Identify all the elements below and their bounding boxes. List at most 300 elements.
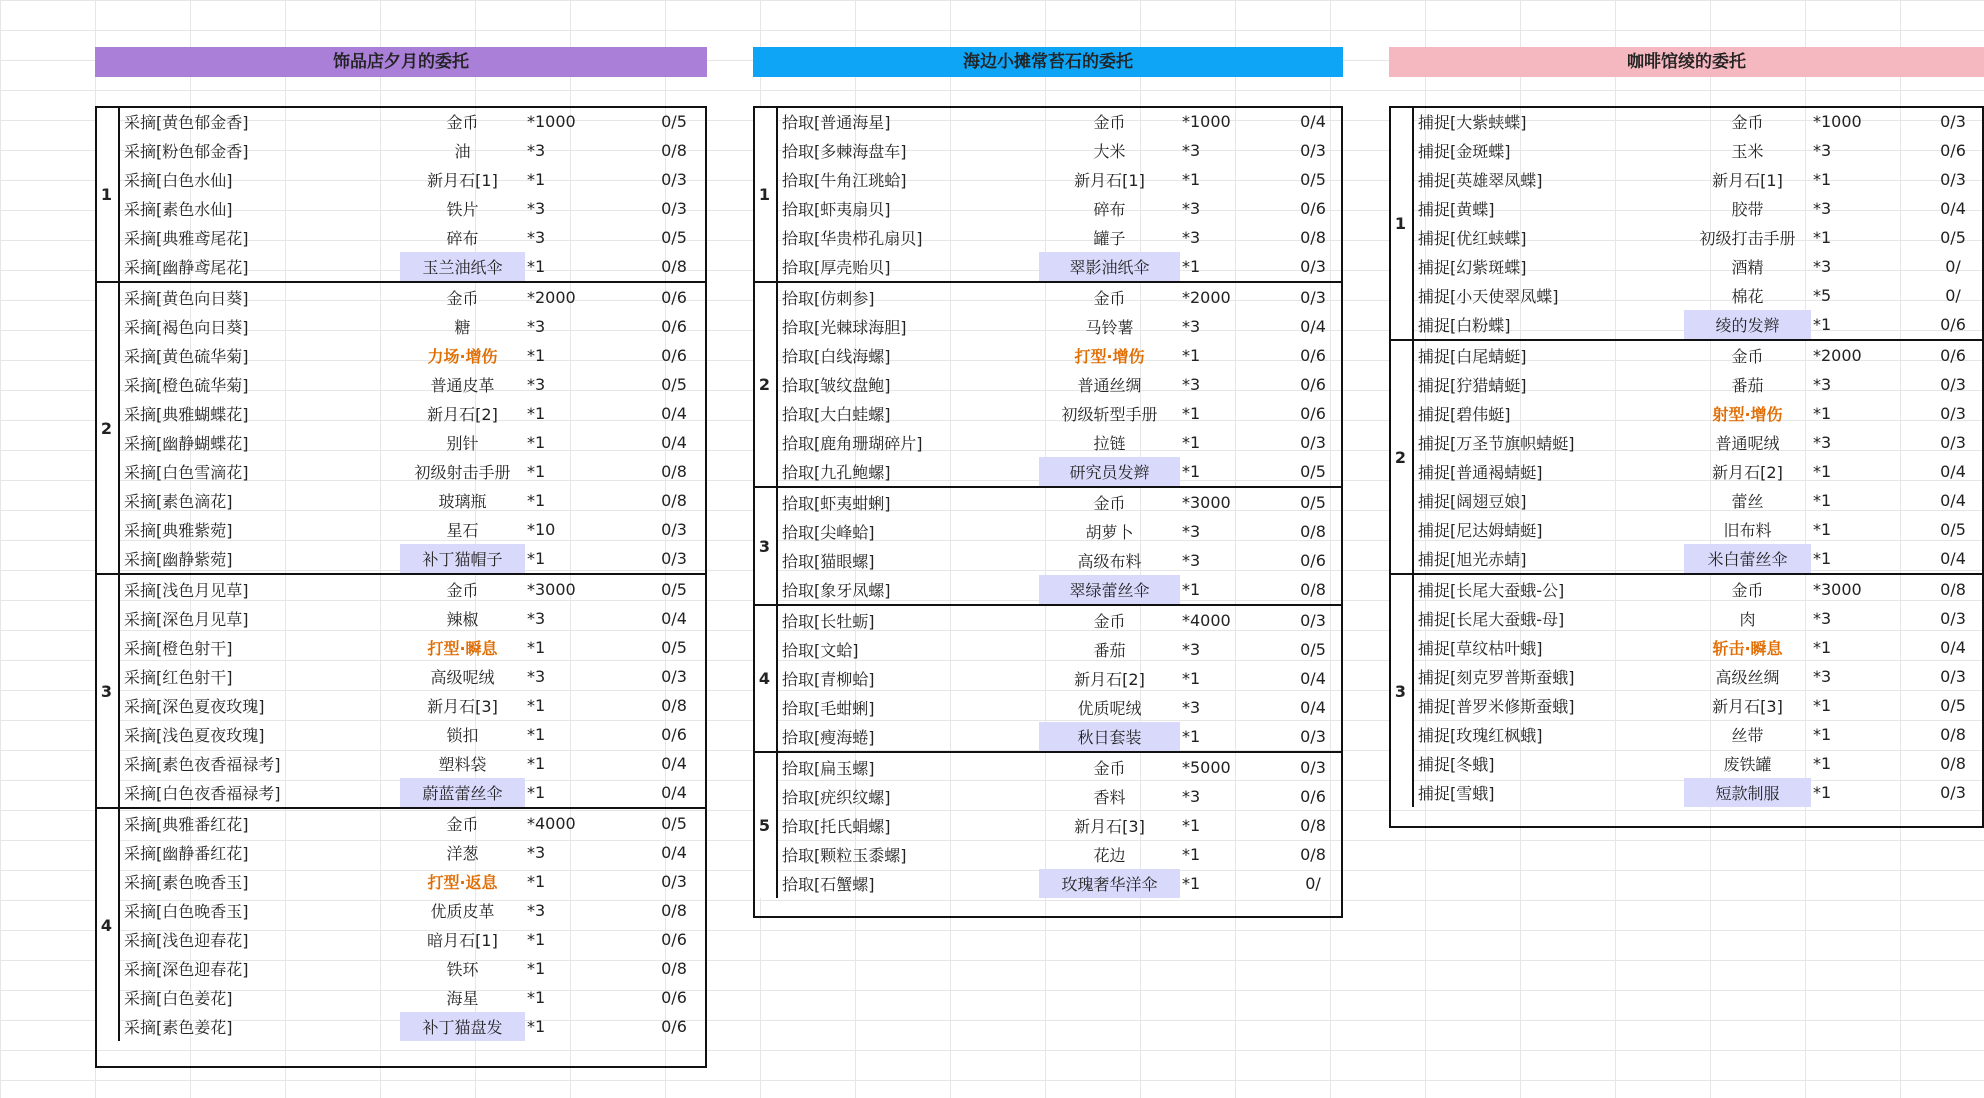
reward-cell: 秋日套装 [1039, 722, 1180, 752]
progress-cell: 0/6 [1300, 199, 1326, 218]
reward-cell: 拉链 [1093, 434, 1126, 453]
progress-cell: 0/8 [1940, 725, 1966, 744]
task-cell: 采摘[红色射干] [124, 668, 233, 687]
progress-cell: 0/5 [1300, 462, 1326, 481]
table-row [1389, 574, 1984, 604]
table-row [1389, 340, 1984, 370]
quantity-cell: *1 [527, 783, 546, 802]
table-row [95, 633, 707, 662]
table-row [95, 720, 707, 749]
task-cell: 拾取[普通海星] [782, 113, 891, 132]
table-row [1389, 457, 1984, 486]
table-row [1389, 749, 1984, 778]
task-cell: 捕捉[金斑蝶] [1418, 142, 1511, 161]
progress-cell: 0/3 [1300, 433, 1326, 452]
table-row [95, 1012, 707, 1041]
quantity-cell: *1 [527, 872, 546, 891]
task-cell: 拾取[光棘球海胆] [782, 318, 907, 337]
section-title: 饰品店夕月的委托 [333, 52, 469, 72]
task-cell: 拾取[牛角江珧蛤] [782, 171, 907, 190]
table-row [1389, 107, 1984, 136]
group-number: 2 [1389, 340, 1413, 574]
reward-cell: 马铃薯 [1085, 318, 1134, 337]
progress-cell: 0/6 [661, 725, 687, 744]
table-row [753, 282, 1343, 312]
quantity-cell: *3 [527, 667, 546, 686]
group-number: 2 [95, 282, 119, 574]
quantity-cell: *1 [1182, 404, 1201, 423]
progress-cell: 0/6 [1940, 141, 1966, 160]
progress-cell: 0/6 [661, 930, 687, 949]
reward-cell: 棉花 [1731, 287, 1764, 306]
reward-cell: 斩击·瞬息 [1712, 639, 1783, 658]
task-cell: 采摘[典雅鸢尾花] [124, 229, 249, 248]
progress-cell: 0/5 [1940, 696, 1966, 715]
reward-cell: 大米 [1093, 142, 1126, 161]
table-row [753, 341, 1343, 370]
task-cell: 拾取[虾夷扇贝] [782, 200, 891, 219]
quantity-cell: *3 [1182, 141, 1201, 160]
table-row [95, 691, 707, 720]
quantity-cell: *1 [1182, 816, 1201, 835]
task-cell: 拾取[文蛤] [782, 641, 859, 660]
reward-cell: 玻璃瓶 [438, 492, 487, 511]
task-cell: 捕捉[大紫蛱蝶] [1418, 113, 1527, 132]
table-row [95, 428, 707, 457]
reward-cell: 研究员发辫 [1039, 457, 1180, 487]
quantity-cell: *1 [1813, 549, 1832, 568]
quantity-cell: *3 [1182, 375, 1201, 394]
table-row [1389, 662, 1984, 691]
task-cell: 采摘[粉色郁金香] [124, 142, 249, 161]
task-cell: 采摘[深色迎春花] [124, 960, 249, 979]
quantity-cell: *1 [527, 988, 546, 1007]
progress-cell: 0/5 [1300, 170, 1326, 189]
table-row [753, 107, 1343, 136]
table-row [95, 838, 707, 867]
reward-cell: 打型·返息 [427, 873, 498, 892]
task-cell: 采摘[褐色向日葵] [124, 318, 249, 337]
task-cell: 捕捉[小天使翠凤蝶] [1418, 287, 1559, 306]
table-row [1389, 428, 1984, 457]
table-row [753, 840, 1343, 869]
table-row [753, 194, 1343, 223]
reward-cell: 玉兰油纸伞 [400, 252, 525, 282]
reward-cell: 铁片 [446, 200, 479, 219]
quantity-cell: *4000 [525, 808, 641, 838]
progress-cell: 0/4 [661, 783, 687, 802]
task-cell: 采摘[幽静番红花] [124, 844, 249, 863]
quantity-cell: *1 [527, 959, 546, 978]
quantity-cell: *1 [527, 725, 546, 744]
reward-cell: 打型·增伤 [1074, 347, 1145, 366]
progress-cell: 0/6 [661, 1017, 687, 1036]
reward-cell: 补丁猫盘发 [400, 1012, 525, 1041]
table-row [1389, 370, 1984, 399]
quantity-cell: *3 [527, 317, 546, 336]
task-cell: 捕捉[玫瑰红枫蛾] [1418, 726, 1543, 745]
reward-cell: 新月石[1] [1712, 171, 1783, 190]
table-row [95, 341, 707, 370]
table-row [95, 749, 707, 778]
table-row [753, 782, 1343, 811]
task-cell: 拾取[疣织纹螺] [782, 788, 891, 807]
progress-cell: 0/3 [661, 199, 687, 218]
table-row [1389, 604, 1984, 633]
progress-cell: 0/3 [661, 520, 687, 539]
quantity-cell: *3 [1813, 375, 1832, 394]
progress-cell: 0/6 [1300, 375, 1326, 394]
quantity-cell: *1 [1182, 727, 1201, 746]
progress-cell: 0/6 [1300, 787, 1326, 806]
table-row [1389, 399, 1984, 428]
task-cell: 采摘[浅色夏夜玫瑰] [124, 726, 265, 745]
reward-cell: 花边 [1093, 846, 1126, 865]
progress-cell: 0/4 [661, 843, 687, 862]
task-cell: 采摘[浅色月见草] [119, 574, 400, 604]
quantity-cell: *3 [527, 843, 546, 862]
quantity-cell: *1 [527, 696, 546, 715]
reward-cell: 香料 [1093, 788, 1126, 807]
progress-cell: 0/5 [641, 574, 707, 604]
task-cell: 采摘[橙色硫华菊] [124, 376, 249, 395]
quantity-cell: *1 [1182, 433, 1201, 452]
task-cell: 捕捉[幻紫斑蝶] [1418, 258, 1527, 277]
progress-cell: 0/5 [641, 808, 707, 838]
task-cell: 拾取[猫眼螺] [782, 552, 875, 571]
table-row [95, 223, 707, 252]
quantity-cell: *1000 [1813, 112, 1862, 131]
reward-cell: 初级斩型手册 [1061, 405, 1158, 424]
table-row [753, 517, 1343, 546]
quantity-cell: *1 [1182, 669, 1201, 688]
quantity-cell: *1 [1813, 696, 1832, 715]
task-cell: 拾取[颗粒玉黍螺] [782, 846, 907, 865]
quantity-cell: *3000 [525, 574, 641, 604]
task-cell: 捕捉[尼达姆蜻蜓] [1418, 521, 1543, 540]
reward-cell: 打型·瞬息 [427, 639, 498, 658]
task-cell: 捕捉[万圣节旗帜蜻蜓] [1418, 434, 1575, 453]
task-cell: 拾取[毛蚶蜊] [782, 699, 875, 718]
task-cell: 采摘[素色滴花] [124, 492, 233, 511]
quantity-cell: *1 [527, 346, 546, 365]
progress-cell: 0/3 [1940, 667, 1966, 686]
quantity-cell: *1 [1182, 170, 1201, 189]
quantity-cell: *1 [527, 433, 546, 452]
quantity-cell: *1 [1813, 315, 1832, 334]
reward-cell: 高级丝绸 [1715, 668, 1780, 687]
progress-cell: 0/ [1945, 257, 1961, 276]
reward-cell: 射型·增伤 [1712, 405, 1783, 424]
reward-cell: 绫的发辫 [1684, 310, 1811, 340]
progress-cell: 0/3 [1940, 375, 1966, 394]
quantity-cell: *3 [1813, 433, 1832, 452]
quantity-cell: *3000 [1811, 574, 1922, 604]
table-row [753, 457, 1343, 487]
progress-cell: 0/3 [661, 170, 687, 189]
commission-table-1 [95, 107, 707, 1041]
reward-cell: 补丁猫帽子 [400, 544, 525, 574]
quantity-cell: *3 [1813, 667, 1832, 686]
progress-cell: 0/5 [1283, 487, 1343, 517]
progress-cell: 0/3 [1940, 609, 1966, 628]
table-row [1389, 165, 1984, 194]
table-row [1389, 691, 1984, 720]
table-row [753, 693, 1343, 722]
task-cell: 捕捉[草纹枯叶蛾] [1418, 639, 1543, 658]
group-number: 4 [95, 808, 119, 1041]
reward-cell: 金币 [1039, 752, 1180, 782]
quantity-cell: *1 [1182, 346, 1201, 365]
quantity-cell: *4000 [1180, 605, 1283, 635]
table-row [95, 515, 707, 544]
progress-cell: 0/6 [641, 282, 707, 312]
reward-cell: 短款制服 [1684, 778, 1811, 807]
task-cell: 拾取[华贵栉孔扇贝] [782, 229, 923, 248]
table-row [753, 752, 1343, 782]
quantity-cell: *3 [527, 609, 546, 628]
progress-cell: 0/6 [1300, 551, 1326, 570]
quantity-cell: *1 [1813, 520, 1832, 539]
reward-cell: 碎布 [446, 229, 479, 248]
progress-cell: 0/8 [661, 257, 687, 276]
task-cell: 采摘[白色夜香福禄考] [124, 784, 281, 803]
quantity-cell: *1000 [1182, 112, 1231, 131]
table-row [95, 925, 707, 954]
reward-cell: 高级呢绒 [430, 668, 495, 687]
task-cell: 采摘[白色晚香玉] [124, 902, 249, 921]
table-row [1389, 544, 1984, 574]
quantity-cell: *1 [1813, 462, 1832, 481]
task-cell: 拾取[九孔鲍螺] [782, 463, 891, 482]
reward-cell: 玫瑰奢华洋伞 [1039, 869, 1180, 898]
progress-cell: 0/6 [661, 988, 687, 1007]
table-row [753, 370, 1343, 399]
table-row [1389, 486, 1984, 515]
quantity-cell: *2000 [525, 282, 641, 312]
reward-cell: 星石 [446, 521, 479, 540]
progress-cell: 0/5 [1300, 640, 1326, 659]
commission-panel-1 [95, 47, 707, 77]
quantity-cell: *1 [1813, 170, 1832, 189]
table-row [753, 487, 1343, 517]
quantity-cell: *2000 [1180, 282, 1283, 312]
task-cell: 捕捉[白尾蜻蜓] [1413, 340, 1684, 370]
table-row [1389, 194, 1984, 223]
task-cell: 拾取[多棘海盘车] [782, 142, 907, 161]
reward-cell: 金币 [1731, 113, 1764, 132]
quantity-cell: *3 [1813, 257, 1832, 276]
task-cell: 拾取[石蟹螺] [782, 875, 875, 894]
quantity-cell: *1 [1813, 491, 1832, 510]
reward-cell: 新月石[2] [1712, 463, 1783, 482]
task-cell: 采摘[白色雪滴花] [124, 463, 249, 482]
task-cell: 拾取[仿刺参] [777, 282, 1039, 312]
quantity-cell: *3 [1813, 141, 1832, 160]
quantity-cell: *3 [527, 901, 546, 920]
commission-table-2 [753, 107, 1343, 898]
reward-cell: 新月石[3] [1712, 697, 1783, 716]
reward-cell: 新月石[3] [1074, 817, 1145, 836]
table-row [753, 605, 1343, 635]
progress-cell: 0/3 [1283, 605, 1343, 635]
table-row [753, 399, 1343, 428]
task-cell: 捕捉[黄蝶] [1418, 200, 1495, 219]
progress-cell: 0/8 [1300, 522, 1326, 541]
progress-cell: 0/8 [1300, 845, 1326, 864]
reward-cell: 金币 [400, 574, 525, 604]
table-row [95, 778, 707, 808]
task-cell: 拾取[皱纹盘鲍] [782, 376, 891, 395]
progress-cell: 0/4 [1940, 491, 1966, 510]
task-cell: 捕捉[普通褐蜻蜓] [1418, 463, 1543, 482]
task-cell: 拾取[瘦海蜷] [782, 728, 875, 747]
progress-cell: 0/8 [661, 696, 687, 715]
group-number: 5 [753, 752, 777, 898]
reward-cell: 优质皮革 [430, 902, 495, 921]
task-cell: 捕捉[长尾大蚕蛾-母] [1418, 610, 1565, 629]
quantity-cell: *3 [1182, 317, 1201, 336]
quantity-cell: *1 [527, 462, 546, 481]
table-row [753, 546, 1343, 575]
progress-cell: 0/4 [1940, 638, 1966, 657]
table-row [95, 604, 707, 633]
table-row [95, 165, 707, 194]
reward-cell: 力场·增伤 [427, 347, 498, 366]
quantity-cell: *3 [1182, 522, 1201, 541]
progress-cell: 0/8 [1300, 228, 1326, 247]
reward-cell: 番茄 [1731, 376, 1764, 395]
progress-cell: 0/5 [661, 375, 687, 394]
quantity-cell: *1 [1182, 462, 1201, 481]
progress-cell: 0/4 [1300, 669, 1326, 688]
quantity-cell: *1 [1813, 783, 1832, 802]
table-row [753, 664, 1343, 693]
task-cell: 捕捉[冬蛾] [1418, 755, 1495, 774]
task-cell: 捕捉[旭光赤蜻] [1418, 550, 1527, 569]
reward-cell: 翠绿蕾丝伞 [1039, 575, 1180, 605]
progress-cell: 0/3 [661, 549, 687, 568]
quantity-cell: *1 [527, 257, 546, 276]
progress-cell: 0/3 [1940, 433, 1966, 452]
progress-cell: 0/6 [1922, 340, 1984, 370]
quantity-cell: *1 [527, 638, 546, 657]
progress-cell: 0/8 [1922, 574, 1984, 604]
reward-cell: 金币 [1684, 574, 1811, 604]
table-row [1389, 778, 1984, 807]
quantity-cell: *1 [527, 930, 546, 949]
task-cell: 采摘[幽静紫菀] [124, 550, 233, 569]
quantity-cell: *1 [1813, 638, 1832, 657]
table-row [753, 312, 1343, 341]
quantity-cell: *1 [527, 549, 546, 568]
table-row [95, 662, 707, 691]
quantity-cell: *3 [527, 375, 546, 394]
table-row [753, 252, 1343, 282]
progress-cell: 0/3 [1283, 282, 1343, 312]
reward-cell: 普通皮革 [430, 376, 495, 395]
reward-cell: 塑料袋 [438, 755, 487, 774]
reward-cell: 金币 [400, 808, 525, 838]
table-row [95, 312, 707, 341]
reward-cell: 胶带 [1731, 200, 1764, 219]
task-cell: 采摘[黄色向日葵] [119, 282, 400, 312]
table-row [95, 808, 707, 838]
quantity-cell: *3 [527, 228, 546, 247]
quantity-cell: *3 [1182, 199, 1201, 218]
quantity-cell: *5000 [1180, 752, 1283, 782]
table-row [1389, 223, 1984, 252]
progress-cell: 0/4 [1300, 698, 1326, 717]
quantity-cell: *1 [1182, 257, 1201, 276]
table-row [753, 811, 1343, 840]
task-cell: 采摘[典雅番红花] [119, 808, 400, 838]
quantity-cell: *3 [1813, 199, 1832, 218]
commission-panel-2 [753, 47, 1343, 77]
task-cell: 采摘[素色姜花] [124, 1018, 233, 1037]
section-title: 海边小摊常苔石的委托 [963, 52, 1133, 72]
task-cell: 拾取[托氏蜎螺] [782, 817, 891, 836]
reward-cell: 丝带 [1731, 726, 1764, 745]
quantity-cell: *1 [527, 1017, 546, 1036]
reward-cell: 金币 [1039, 487, 1180, 517]
reward-cell: 油 [454, 142, 471, 161]
task-cell: 捕捉[雪蛾] [1418, 784, 1495, 803]
quantity-cell: *1 [527, 170, 546, 189]
progress-cell: 0/4 [1940, 462, 1966, 481]
task-cell: 捕捉[英雄翠凤蝶] [1418, 171, 1543, 190]
task-cell: 采摘[幽静蝴蝶花] [124, 434, 249, 453]
task-cell: 采摘[素色夜香福禄考] [124, 755, 281, 774]
progress-cell: 0/6 [1940, 315, 1966, 334]
group-number: 2 [753, 282, 777, 487]
reward-cell: 海星 [446, 989, 479, 1008]
commission-panel-3 [1389, 47, 1984, 77]
task-cell: 采摘[深色夏夜玫瑰] [124, 697, 265, 716]
progress-cell: 0/5 [661, 228, 687, 247]
section-header [1389, 47, 1984, 77]
quantity-cell: *3 [527, 141, 546, 160]
table-row [753, 428, 1343, 457]
quantity-cell: *3 [1182, 228, 1201, 247]
table-row [95, 867, 707, 896]
task-cell: 拾取[大白蛙螺] [782, 405, 891, 424]
task-cell: 捕捉[碧伟蜓] [1418, 405, 1511, 424]
reward-cell: 碎布 [1093, 200, 1126, 219]
reward-cell: 辣椒 [446, 610, 479, 629]
quantity-cell: *3 [527, 199, 546, 218]
reward-cell: 米白蕾丝伞 [1684, 544, 1811, 574]
progress-cell: 0/4 [1300, 112, 1326, 131]
table-row [95, 457, 707, 486]
table-row [95, 136, 707, 165]
table-row [1389, 720, 1984, 749]
quantity-cell: *1000 [527, 112, 576, 131]
task-cell: 捕捉[刻克罗普斯蚕蛾] [1418, 668, 1575, 687]
reward-cell: 锁扣 [446, 726, 479, 745]
table-row [95, 194, 707, 223]
reward-cell: 新月石[3] [427, 697, 498, 716]
progress-cell: 0/3 [661, 667, 687, 686]
quantity-cell: *1 [1813, 228, 1832, 247]
progress-cell: 0/4 [1940, 199, 1966, 218]
reward-cell: 初级打击手册 [1699, 229, 1796, 248]
progress-cell: 0/3 [1300, 141, 1326, 160]
reward-cell: 暗月石[1] [427, 931, 498, 950]
task-cell: 拾取[青柳蛤] [782, 670, 875, 689]
progress-cell: 0/ [1945, 286, 1961, 305]
task-cell: 采摘[典雅紫菀] [124, 521, 233, 540]
